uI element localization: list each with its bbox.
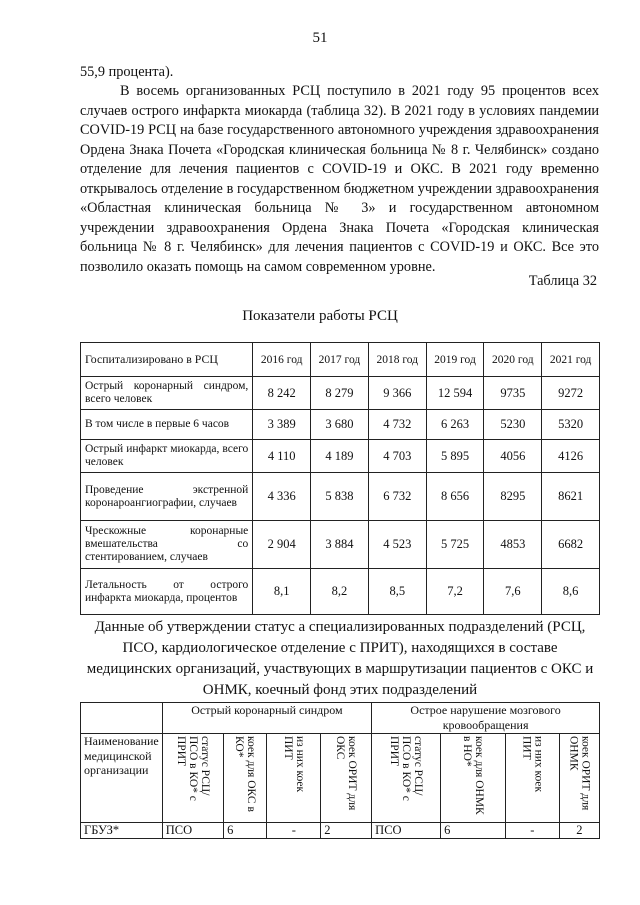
header-column xyxy=(267,734,321,823)
cell-value: ПСО xyxy=(162,823,223,839)
header-year: 2016 год xyxy=(253,343,311,377)
cell-value: 9272 xyxy=(542,377,600,410)
column-header-row xyxy=(81,734,600,823)
cell-value: 6682 xyxy=(542,521,600,569)
cell-value: 4056 xyxy=(484,440,542,473)
cell-value: 3 884 xyxy=(311,521,369,569)
cell-value: 4 110 xyxy=(253,440,311,473)
cell-value: - xyxy=(267,823,321,839)
page-number: 51 xyxy=(312,30,328,46)
cell-value: 2 xyxy=(559,823,599,839)
rsc-indicators-table xyxy=(80,342,600,615)
cell-value: 6 xyxy=(441,823,506,839)
header-hospitalized: Госпитализировано в РСЦ xyxy=(81,343,253,377)
header-year: 2017 год xyxy=(311,343,369,377)
cell-value: 4 336 xyxy=(253,473,311,521)
row-label: В том числе в первые 6 часов xyxy=(81,410,253,440)
cell-value: 4 523 xyxy=(368,521,426,569)
table-row xyxy=(81,410,600,440)
cell-value: 8,5 xyxy=(368,569,426,615)
cell-value: 4 703 xyxy=(368,440,426,473)
cell-value: 2 904 xyxy=(253,521,311,569)
header-column xyxy=(559,734,599,823)
organization-name: ГБУЗ* xyxy=(81,823,163,839)
header-column xyxy=(321,734,372,823)
header-column xyxy=(372,734,441,823)
cell-value: 8 242 xyxy=(253,377,311,410)
cell-value: 6 263 xyxy=(426,410,484,440)
cell-value: 4853 xyxy=(484,521,542,569)
cell-value: 3 389 xyxy=(253,410,311,440)
header-text: коек ОРИТ для ОНМК xyxy=(567,736,592,811)
cell-value: 8621 xyxy=(542,473,600,521)
cell-value: 9735 xyxy=(484,377,542,410)
cell-value: - xyxy=(505,823,559,839)
header-column xyxy=(441,734,506,823)
row-label: Чрескожные коронарные вмешательства со стентированием, случаев xyxy=(81,521,253,569)
cell-value: 7,6 xyxy=(484,569,542,615)
cell-value: 8,2 xyxy=(311,569,369,615)
header-year: 2020 год xyxy=(484,343,542,377)
header-text: коек для ОКС в КО* xyxy=(233,736,258,812)
table-row xyxy=(81,569,600,615)
cell-value: 8,6 xyxy=(542,569,600,615)
row-label: Острый коронарный синдром, всего человек xyxy=(81,377,253,410)
cell-value: 6 732 xyxy=(368,473,426,521)
table-row xyxy=(81,823,600,839)
cell-value: 8295 xyxy=(484,473,542,521)
cell-value: 4 732 xyxy=(368,410,426,440)
cell-value: 5320 xyxy=(542,410,600,440)
group-header-row xyxy=(81,703,600,734)
header-year: 2019 год xyxy=(426,343,484,377)
cell-value: 2 xyxy=(321,823,372,839)
table-title: Показатели работы РСЦ xyxy=(242,308,398,324)
cell-value: 5 895 xyxy=(426,440,484,473)
cell-value: 7,2 xyxy=(426,569,484,615)
cell-value: 4 189 xyxy=(311,440,369,473)
table-row xyxy=(81,440,600,473)
group-oks-header: Острый коронарный синдром xyxy=(162,703,371,734)
cell-value: 9 366 xyxy=(368,377,426,410)
table-header-row xyxy=(81,343,600,377)
cell-value: 12 594 xyxy=(426,377,484,410)
paragraph-main: В восемь организованных РСЦ поступило в 2021 году 95 процентов всех случаев острого инфаркта миокарда (таблица 32). В 2021 году в условиях пандемии COVID-19 РСЦ на базе государственного автономного учреждения здравоохранения Ордена Знака Почета «Городская клиническая больница № 8 г. Челябинск» создано отделение для лечения пациентов с COVID-19 и ОКС. В 2021 году временно открывалось отделение в государственном бюджетном учреждении здравоохранения «Областная клиническая больница № 3» и государственном автономном учреждении здравоохранения Ордена Знака Почета «Городская клиническая больница № 8 г. Челябинск» для лечения пациентов с COVID-19 и ОКС. Все это позволило оказать помощь на самом современном уровне. xyxy=(80,83,599,275)
row-label: Летальность от острого инфаркта миокарда, процентов xyxy=(81,569,253,615)
header-text: статус РСЦ/ПСО в КО* с ПРИТ xyxy=(388,736,425,801)
empty-corner-cell xyxy=(81,703,163,734)
section-title: Данные об утверждении статус а специализированных подразделений (РСЦ, ПСО, кардиологическое отделение с ПРИТ), находящихся в составе медицинских организаций, участвующих в маршрутизации пациентов с ОКС и ОНМК, коечный фонд этих подразделений xyxy=(86,619,594,698)
cell-value: 8,1 xyxy=(253,569,311,615)
paragraph-continuation: 55,9 процента). xyxy=(80,64,174,80)
cell-value: 8 279 xyxy=(311,377,369,410)
cell-value: 6 xyxy=(224,823,267,839)
group-onmk-header: Острое нарушение мозгового кровообращения xyxy=(372,703,600,734)
table-row xyxy=(81,473,600,521)
cell-value: 8 656 xyxy=(426,473,484,521)
header-text: коек для ОНМК в НО* xyxy=(461,736,485,815)
row-label: Проведение экстренной коронароангиографии, случаев xyxy=(81,473,253,521)
subdivisions-table xyxy=(80,702,600,839)
header-column xyxy=(162,734,223,823)
cell-value: 5 838 xyxy=(311,473,369,521)
header-column xyxy=(505,734,559,823)
cell-value: 4126 xyxy=(542,440,600,473)
header-text: коек ОРИТ для ОКС xyxy=(334,736,359,811)
table-row xyxy=(81,377,600,410)
header-text: статус РСЦ/ПСО в КО* с ПРИТ xyxy=(174,736,211,801)
cell-value: 5 725 xyxy=(426,521,484,569)
header-organization-name: Наименование медицинской организации xyxy=(81,734,163,823)
header-year: 2018 год xyxy=(368,343,426,377)
table-row xyxy=(81,521,600,569)
cell-value: 3 680 xyxy=(311,410,369,440)
row-label: Острый инфаркт миокарда, всего человек xyxy=(81,440,253,473)
table-label: Таблица 32 xyxy=(528,273,597,289)
cell-value: ПСО xyxy=(372,823,441,839)
header-year: 2021 год xyxy=(542,343,600,377)
header-text: из них коек ПИТ xyxy=(520,736,545,793)
cell-value: 5230 xyxy=(484,410,542,440)
header-text: из них коек ПИТ xyxy=(281,736,306,793)
header-column xyxy=(224,734,267,823)
